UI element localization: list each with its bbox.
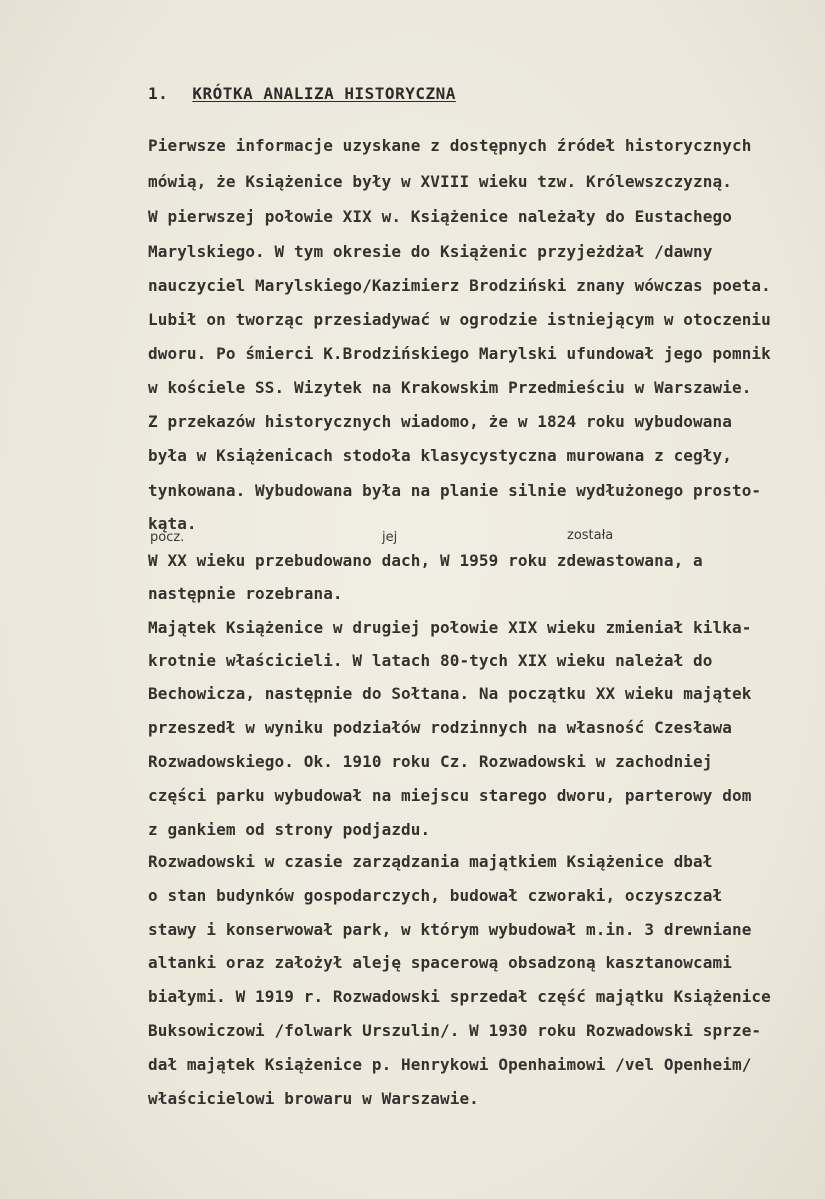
text-line: Pierwsze informacje uzyskane z dostępnych źródeł historycznych xyxy=(148,136,752,155)
text-line: Rozwadowskiego. Ok. 1910 roku Cz. Rozwadowski w zachodniej xyxy=(148,752,713,771)
section-number: 1. xyxy=(148,84,169,103)
text-line: o stan budynków gospodarczych, budował czworaki, oczyszczał xyxy=(148,886,723,905)
section-title: KRÓTKA ANALIZA HISTORYCZNA xyxy=(192,84,456,103)
text-line: właścicielowi browaru w Warszawie. xyxy=(148,1089,479,1108)
text-line: białymi. W 1919 r. Rozwadowski sprzedał część majątku Książenice xyxy=(148,987,771,1006)
text-line: części parku wybudował na miejscu starego dworu, parterowy dom xyxy=(148,786,752,805)
text-line: tynkowana. Wybudowana była na planie silnie wydłużonego prosto- xyxy=(148,481,762,500)
handwritten-note-pocz: pocz. xyxy=(150,530,185,545)
text-line: w kościele SS. Wizytek na Krakowskim Przedmieściu w Warszawie. xyxy=(148,378,752,397)
text-line: W XX wieku przebudowano dach, W 1959 roku zdewastowana, a xyxy=(148,551,703,570)
text-line: z gankiem od strony podjazdu. xyxy=(148,820,431,839)
text-line: krotnie właścicieli. W latach 80-tych XIX wieku należał do xyxy=(148,651,713,670)
text-line: dał majątek Książenice p. Henrykowi Openhaimowi /vel Openheim/ xyxy=(148,1055,752,1074)
text-line: Lubił on tworząc przesiadywać w ogrodzie istniejącym w otoczeniu xyxy=(148,310,771,329)
text-line: nauczyciel Marylskiego/Kazimierz Brodziński znany wówczas poeta. xyxy=(148,276,771,295)
text-line: Rozwadowski w czasie zarządzania majątkiem Książenice dbał xyxy=(148,852,713,871)
text-line: Majątek Książenice w drugiej połowie XIX wieku zmieniał kilka- xyxy=(148,618,752,637)
text-line: następnie rozebrana. xyxy=(148,584,343,603)
text-line: Bechowicza, następnie do Sołtana. Na początku XX wieku majątek xyxy=(148,684,752,703)
text-line: Z przekazów historycznych wiadomo, że w 1824 roku wybudowana xyxy=(148,412,732,431)
text-line: dworu. Po śmierci K.Brodzińskiego Marylski ufundował jego pomnik xyxy=(148,344,771,363)
text-line: Marylskiego. W tym okresie do Książenic przyjeżdżał /dawny xyxy=(148,242,713,261)
handwritten-note-zostala: została xyxy=(567,528,614,543)
text-line: kąta. xyxy=(148,514,197,533)
text-line: altanki oraz założył aleję spacerową obsadzoną kasztanowcami xyxy=(148,953,732,972)
text-line: mówią, że Książenice były w XVIII wieku tzw. Królewszczyzną. xyxy=(148,172,732,191)
text-line: przeszedł w wyniku podziałów rodzinnych na własność Czesława xyxy=(148,718,732,737)
text-line: była w Książenicach stodoła klasycystyczna murowana z cegły, xyxy=(148,446,732,465)
text-line: Buksowiczowi /folwark Urszulin/. W 1930 roku Rozwadowski sprze- xyxy=(148,1021,762,1040)
text-line: stawy i konserwował park, w którym wybudował m.in. 3 drewniane xyxy=(148,920,752,939)
text-line: W pierwszej połowie XIX w. Książenice należały do Eustachego xyxy=(148,207,732,226)
handwritten-note-jej: jej xyxy=(382,530,398,545)
section-heading xyxy=(148,84,456,103)
